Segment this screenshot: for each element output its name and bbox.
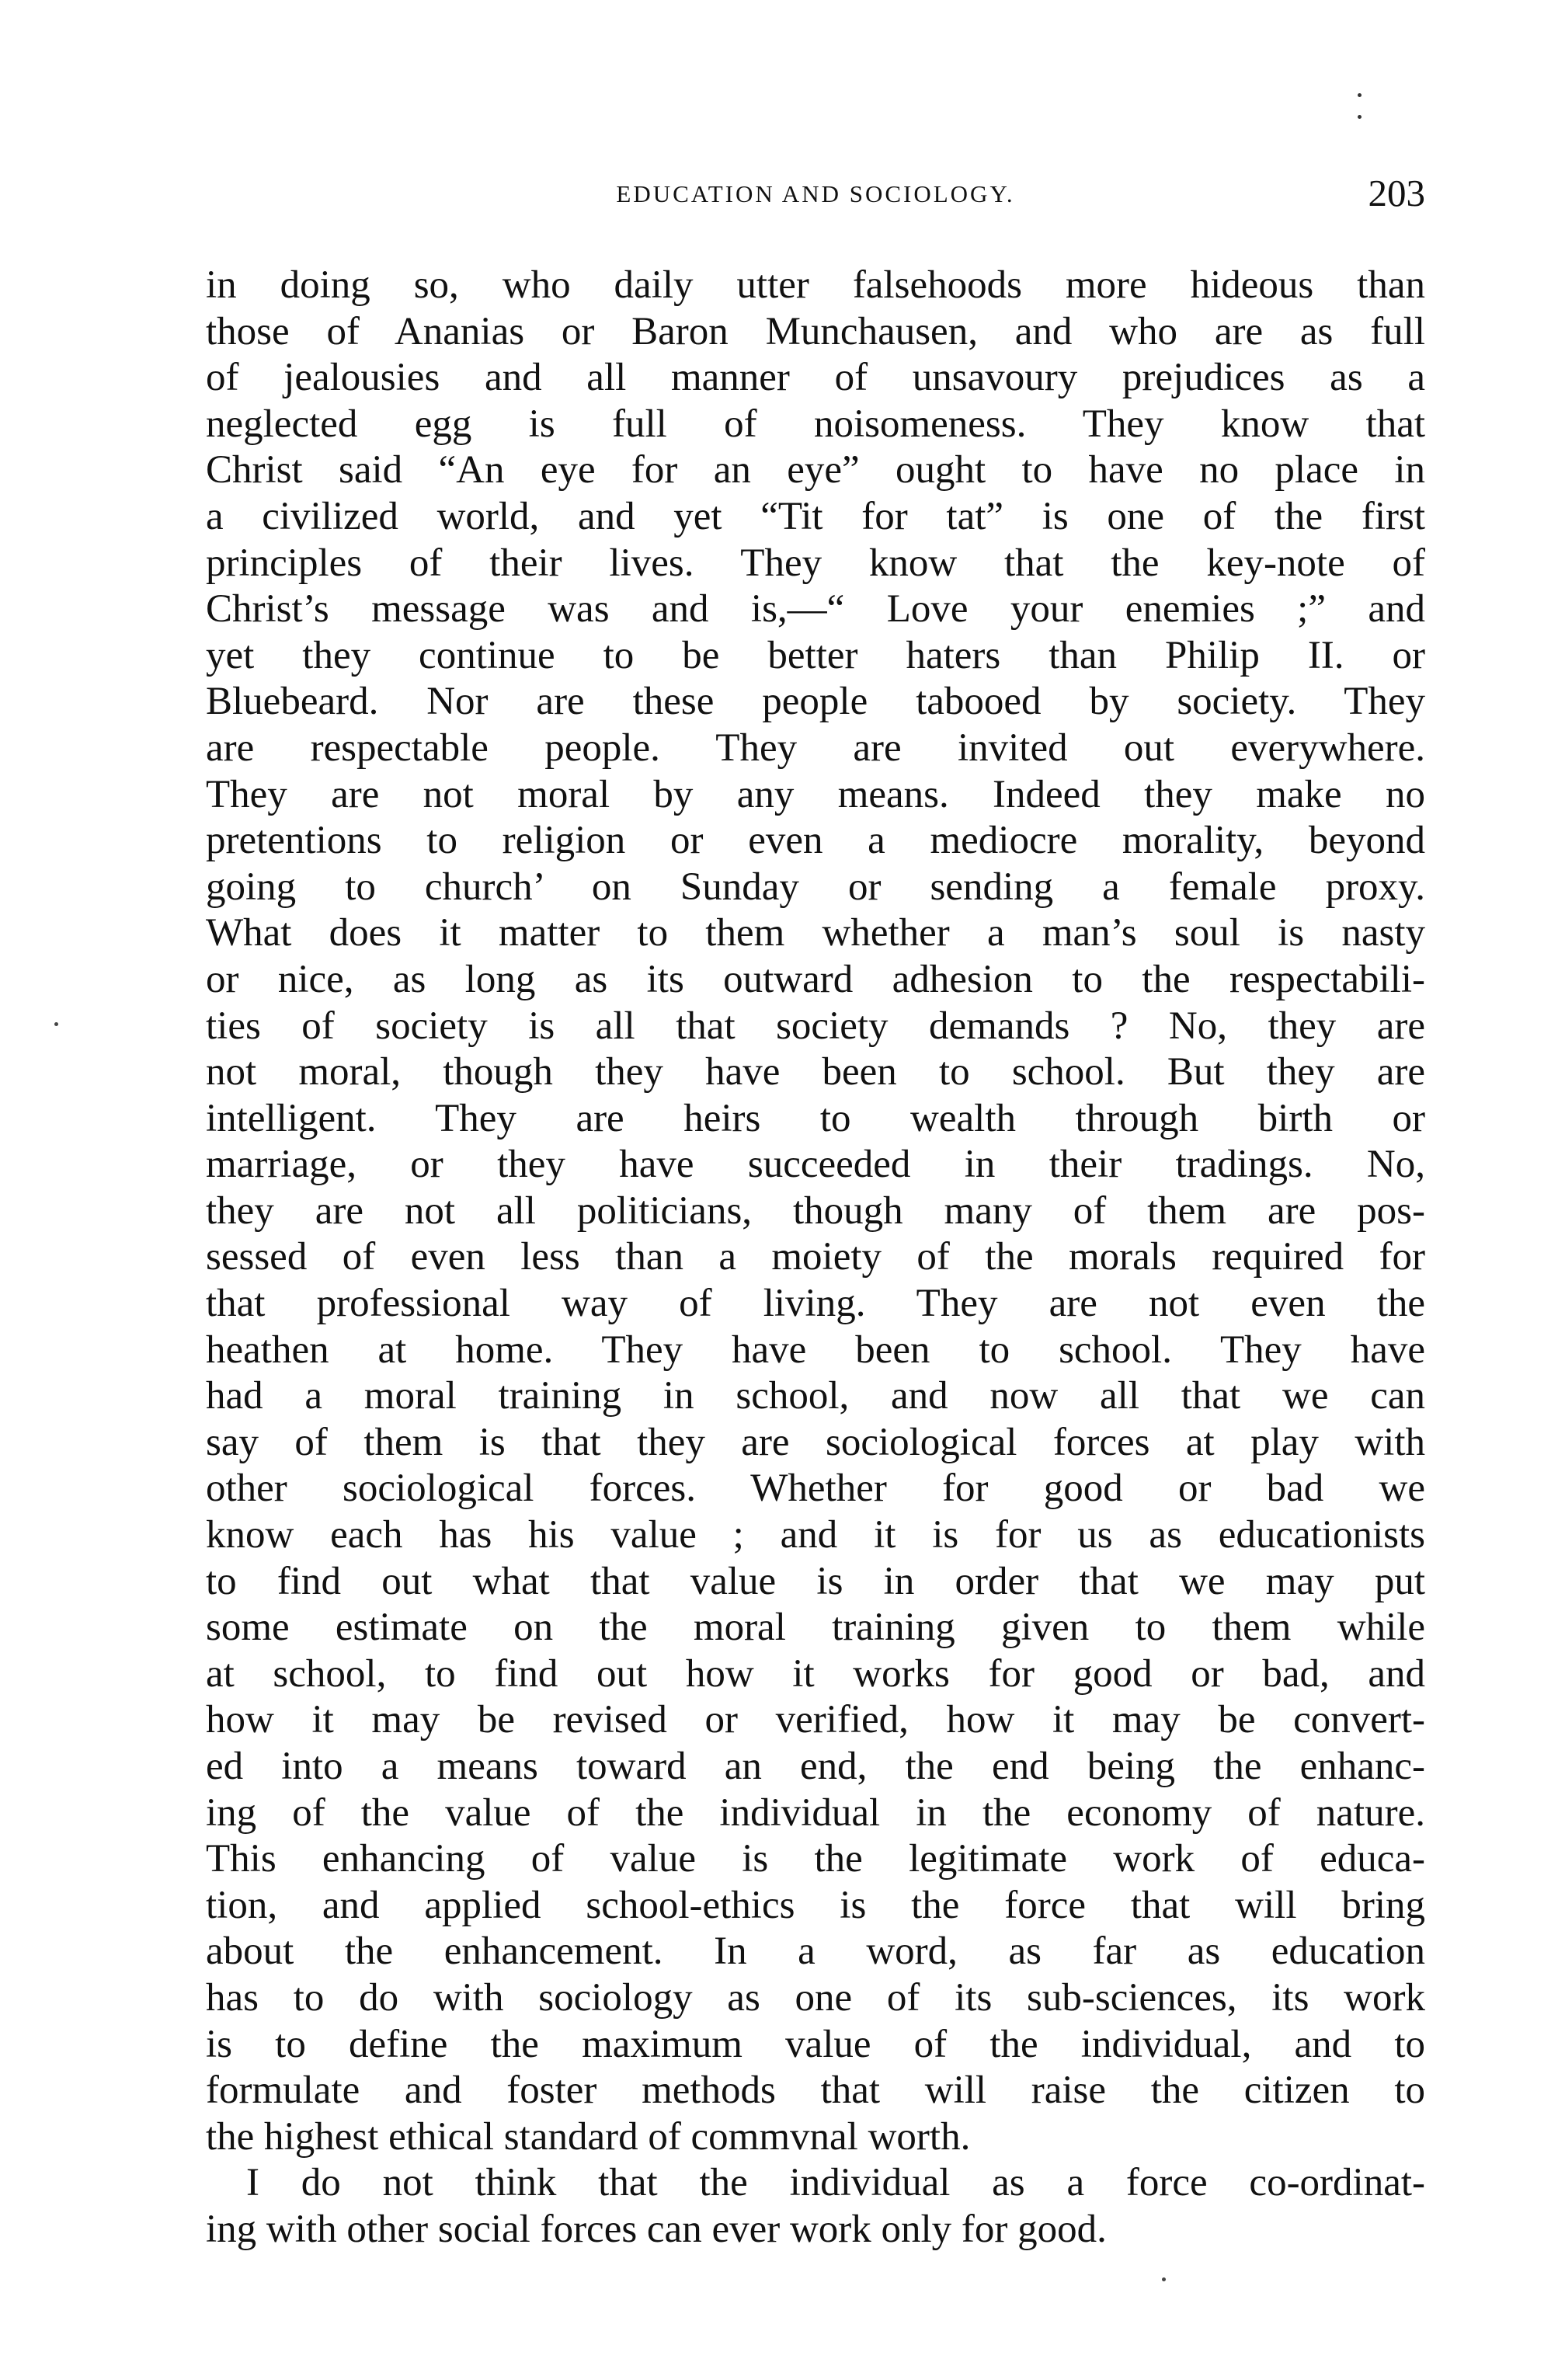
text-line: Christ said “An eye for an eye” ought to have no place in [206,448,1425,492]
text-line: ties of society is all that society demands ? No, they are [206,1004,1425,1048]
text-line: in doing so, who daily utter falsehoods more hideous than [206,263,1425,307]
text-line: ed into a means toward an end, the end being the enhanc- [206,1745,1425,1788]
text-line: to find out what that value is in order that we may put [206,1559,1425,1603]
text-line: tion, and applied school-ethics is the force that will bring [206,1883,1425,1927]
text-line: principles of their lives. They know that the key-note of [206,541,1425,585]
text-line: of jealousies and all manner of unsavoury prejudices as a [206,356,1425,400]
text-line: know each has his value ; and it is for us as educationists [206,1513,1425,1557]
text-line: ing of the value of the individual in the economy of nature. [206,1790,1425,1835]
text-line: are respectable people. They are invited out everywhere. [206,725,1425,770]
text-line: marriage, or they have succeeded in their tradings. No, [206,1143,1425,1187]
stray-dot [1162,2277,1166,2281]
text-line: that professional way of living. They are not even the [206,1282,1425,1326]
page-header [206,172,1425,227]
text-line: formulate and foster methods that will raise the citizen to [206,2069,1425,2113]
body-text [206,263,1425,2253]
text-line: not moral, though they have been to school. But they are [206,1050,1425,1094]
text-line: What does it matter to them whether a man’s soul is nasty [206,911,1425,955]
stray-mark [1358,93,1362,123]
text-line: is to define the maximum value of the individual, and to [206,2022,1425,2066]
text-line: Bluebeard. Nor are these people tabooed by society. They [206,680,1425,724]
text-line: going to church’ on Sunday or sending a female proxy. [206,865,1425,909]
page-number: 203 [1368,172,1425,214]
text-line: they are not all politicians, though many of them are pos- [206,1188,1425,1233]
text-line: or nice, as long as its outward adhesion to the respectabili- [206,957,1425,1001]
text-line: heathen at home. They have been to school. They have [206,1327,1425,1372]
text-line: yet they continue to be better haters than Philip II. or [206,633,1425,677]
paragraph [206,263,1425,2160]
text-line: I do not think that the individual as a force co-ordinat- [246,2161,1425,2205]
text-line: had a moral training in school, and now all that we can [206,1374,1425,1418]
text-line: This enhancing of value is the legitimate work of educa- [206,1837,1425,1881]
text-line: ing with other social forces can ever work only for good. [206,2207,1107,2251]
text-line: how it may be revised or verified, how it may be convert- [206,1698,1425,1742]
stray-dot [54,1022,58,1026]
text-line: sessed of even less than a moiety of the morals required for [206,1235,1425,1279]
text-line: those of Ananias or Baron Munchausen, and who are as full [206,309,1425,353]
text-line: has to do with sociology as one of its sub-sciences, its work [206,1975,1425,2020]
text-line: other sociological forces. Whether for good or bad we [206,1467,1425,1511]
text-line: pretentions to religion or even a mediocre morality, beyond [206,819,1425,863]
text-line: some estimate on the moral training given to them while [206,1606,1425,1650]
text-line: neglected egg is full of noisomeness. They know that [206,402,1425,446]
text-line: about the enhancement. In a word, as far as education [206,1929,1425,1974]
running-head: EDUCATION AND SOCIOLOGY. [616,180,1015,207]
text-line: at school, to find out how it works for good or bad, and [206,1651,1425,1696]
text-line: Christ’s message was and is,—“ Love your enemies ;” and [206,587,1425,632]
text-line: They are not moral by any means. Indeed they make no [206,772,1425,816]
text-line: intelligent. They are heirs to wealth through birth or [206,1096,1425,1140]
text-line: the highest ethical standard of commvnal worth. [206,2114,971,2159]
paragraph [206,2160,1425,2253]
text-line: say of them is that they are sociological forces at play with [206,1420,1425,1464]
text-line: a civilized world, and yet “Tit for tat” is one of the first [206,494,1425,538]
